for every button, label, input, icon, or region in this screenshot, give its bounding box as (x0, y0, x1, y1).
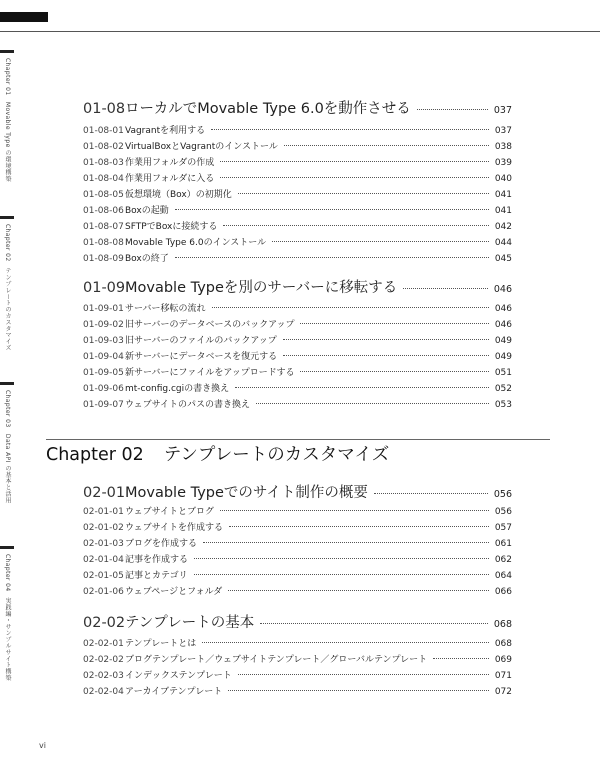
item-page: 045 (494, 254, 512, 264)
item-number: 01-08-08 (83, 238, 124, 248)
item-page: 046 (494, 304, 512, 314)
toc-item[interactable] (83, 301, 512, 314)
dot-leader (235, 387, 489, 388)
dot-leader (212, 307, 489, 308)
dot-leader (300, 371, 488, 372)
item-title: 作業用フォルダの作成 (125, 158, 215, 168)
dot-leader (220, 177, 489, 178)
side-tab-marker (0, 216, 14, 219)
item-number: 01-08-03 (83, 158, 124, 168)
item-page: 041 (494, 206, 512, 216)
item-title: SFTPでBoxに接続する (125, 222, 218, 232)
item-page: 069 (494, 655, 512, 665)
toc-item[interactable] (83, 365, 512, 378)
dot-leader (272, 241, 489, 242)
dot-leader (220, 161, 489, 162)
side-tab-label: Chapter 01 Movable Type の環境構築 (4, 58, 11, 182)
header-rule (0, 31, 600, 32)
item-number: 02-01-01 (83, 507, 124, 517)
side-tab-marker (0, 50, 14, 53)
item-number: 01-08-02 (83, 142, 124, 152)
item-title: 旧サーバーのファイルのバックアップ (125, 336, 277, 346)
item-page: 056 (494, 507, 512, 517)
item-title: 新サーバーにデータベースを復元する (125, 352, 278, 362)
toc-item[interactable] (83, 536, 512, 549)
toc-section-01-08[interactable] (83, 97, 512, 118)
toc-section-02-02[interactable] (83, 611, 512, 632)
dot-leader (256, 403, 489, 404)
section-title: Movable Typeを別のサーバーに移転する (125, 280, 398, 296)
item-title: ウェブページとフォルダ (125, 587, 223, 597)
dot-leader (228, 590, 489, 591)
item-number: 01-08-01 (83, 126, 124, 136)
item-page: 061 (494, 539, 512, 549)
dot-leader (220, 510, 489, 511)
toc-item[interactable] (83, 251, 512, 264)
toc-item[interactable] (83, 187, 512, 200)
toc-item[interactable] (83, 219, 512, 232)
item-title: ブログを作成する (125, 539, 198, 549)
chapter-title: テンプレートのカスタマイズ (163, 445, 390, 465)
item-page: 072 (494, 687, 512, 697)
item-title: Boxの起動 (125, 206, 169, 216)
item-title: mt-config.cgiの書き換え (125, 384, 230, 394)
side-tab-label: Chapter 04 実践編・サンプルサイト構築 (4, 554, 11, 682)
item-title: VirtualBoxとVagrantのインストール (125, 142, 278, 152)
dot-leader (403, 288, 488, 289)
item-page: 040 (494, 174, 512, 184)
toc-item[interactable] (83, 155, 512, 168)
side-tab-marker (0, 382, 14, 385)
dot-leader (238, 193, 489, 194)
toc-item[interactable] (83, 235, 512, 248)
side-tab-marker (0, 546, 14, 549)
toc-item[interactable] (83, 333, 512, 346)
side-tab-chapter-01[interactable] (0, 50, 14, 210)
item-number: 01-09-03 (83, 336, 124, 346)
toc-item[interactable] (83, 397, 512, 410)
side-tab-chapter-03[interactable] (0, 382, 14, 542)
item-title: 新サーバーにファイルをアップロードする (125, 368, 295, 378)
dot-leader (229, 526, 489, 527)
dot-leader (211, 129, 489, 130)
toc-item[interactable] (83, 504, 512, 517)
item-page: 042 (494, 222, 512, 232)
dot-leader (202, 642, 489, 643)
item-page: 064 (494, 571, 512, 581)
item-title: 旧サーバーのデータベースのバックアップ (125, 320, 295, 330)
chapter-number: Chapter 02 (46, 445, 144, 465)
section-page: 037 (493, 105, 512, 116)
item-page: 038 (494, 142, 512, 152)
item-number: 02-01-03 (83, 539, 124, 549)
item-page: 068 (494, 639, 512, 649)
item-page: 049 (494, 352, 512, 362)
item-page: 037 (494, 126, 512, 136)
item-title: ウェブサイトのパスの書き換え (125, 400, 251, 410)
item-title: テンプレートとは (125, 639, 197, 649)
section-page: 056 (493, 489, 512, 500)
toc-item[interactable] (83, 584, 512, 597)
item-page: 052 (494, 384, 512, 394)
header-black-bar (0, 12, 48, 22)
item-page: 041 (494, 190, 512, 200)
chapter-heading[interactable] (46, 441, 389, 466)
toc-item[interactable] (83, 317, 512, 330)
toc-item[interactable] (83, 668, 512, 681)
toc-item[interactable] (83, 139, 512, 152)
toc-item[interactable] (83, 381, 512, 394)
item-page: 062 (494, 555, 512, 565)
item-page: 057 (494, 523, 512, 533)
dot-leader (194, 574, 489, 575)
toc-item[interactable] (83, 171, 512, 184)
item-number: 01-08-07 (83, 222, 124, 232)
side-tab-chapter-04[interactable] (0, 546, 14, 706)
item-number: 02-01-05 (83, 571, 124, 581)
dot-leader (284, 145, 489, 146)
item-title: ブログテンプレート／ウェブサイトテンプレート／グローバルテンプレート (125, 655, 428, 665)
item-number: 01-09-01 (83, 304, 124, 314)
side-tab-label: Chapter 03 Data API の基本と活用 (4, 390, 11, 504)
toc-item[interactable] (83, 684, 512, 697)
item-page: 039 (494, 158, 512, 168)
item-title: Vagrantを利用する (125, 126, 206, 136)
toc-section-01-09[interactable] (83, 276, 512, 297)
section-number: 01-08 (83, 101, 126, 117)
item-title: ウェブサイトを作成する (125, 523, 224, 533)
toc-item[interactable] (83, 203, 512, 216)
dot-leader (283, 339, 489, 340)
item-title: Boxの終了 (125, 254, 169, 264)
item-number: 02-02-03 (83, 671, 124, 681)
item-title: インデックステンプレート (125, 671, 232, 681)
item-page: 066 (494, 587, 512, 597)
dot-leader (203, 542, 489, 543)
item-number: 01-08-06 (83, 206, 124, 216)
dot-leader (300, 323, 488, 324)
item-number: 02-01-06 (83, 587, 124, 597)
side-tab-chapter-02[interactable] (0, 216, 14, 376)
dot-leader (223, 225, 488, 226)
side-tab-label: Chapter 02 テンプレートのカスタマイズ (4, 224, 11, 352)
page-folio: vi (39, 741, 46, 750)
toc-item[interactable] (83, 520, 512, 533)
item-title: 記事とカテゴリ (125, 571, 188, 581)
dot-leader (238, 674, 489, 675)
item-number: 01-08-09 (83, 254, 124, 264)
item-title: アーカイブテンプレート (125, 687, 223, 697)
dot-leader (283, 355, 489, 356)
item-page: 044 (494, 238, 512, 248)
item-number: 01-09-02 (83, 320, 124, 330)
section-number: 02-01 (83, 485, 126, 501)
item-title: Movable Type 6.0のインストール (125, 238, 267, 248)
item-number: 02-02-04 (83, 687, 124, 697)
item-number: 02-01-04 (83, 555, 124, 565)
dot-leader (417, 109, 488, 110)
section-title: ローカルでMovable Type 6.0を動作させる (125, 101, 411, 117)
toc-item[interactable] (83, 568, 512, 581)
section-number: 02-02 (83, 615, 126, 631)
chapter-rule (46, 439, 550, 440)
section-title: テンプレートの基本 (125, 615, 255, 631)
item-title: 作業用フォルダに入る (125, 174, 215, 184)
item-number: 01-09-06 (83, 384, 124, 394)
dot-leader (433, 658, 489, 659)
item-page: 049 (494, 336, 512, 346)
dot-leader (194, 558, 489, 559)
toc-item[interactable] (83, 349, 512, 362)
section-title: Movable Typeでのサイト制作の概要 (125, 485, 368, 501)
toc-item[interactable] (83, 652, 512, 665)
item-number: 02-01-02 (83, 523, 124, 533)
item-number: 02-02-01 (83, 639, 124, 649)
section-page: 068 (493, 619, 512, 630)
item-page: 053 (494, 400, 512, 410)
item-number: 01-09-07 (83, 400, 124, 410)
item-page: 071 (494, 671, 512, 681)
dot-leader (228, 690, 489, 691)
dot-leader (175, 257, 489, 258)
toc-item[interactable] (83, 552, 512, 565)
item-title: サーバー移転の流れ (125, 304, 206, 314)
item-page: 051 (494, 368, 512, 378)
toc-section-02-01[interactable] (83, 481, 512, 502)
item-number: 01-08-04 (83, 174, 124, 184)
item-title: ウェブサイトとブログ (125, 507, 215, 517)
dot-leader (374, 493, 488, 494)
section-number: 01-09 (83, 280, 126, 296)
item-number: 01-08-05 (83, 190, 124, 200)
item-title: 記事を作成する (125, 555, 189, 565)
toc-item[interactable] (83, 636, 512, 649)
dot-leader (260, 623, 488, 624)
item-page: 046 (494, 320, 512, 330)
section-page: 046 (493, 284, 512, 295)
item-title: 仮想環境（Box）の初期化 (125, 190, 232, 200)
dot-leader (175, 209, 489, 210)
toc-item[interactable] (83, 123, 512, 136)
item-number: 01-09-05 (83, 368, 124, 378)
item-number: 02-02-02 (83, 655, 124, 665)
item-number: 01-09-04 (83, 352, 124, 362)
